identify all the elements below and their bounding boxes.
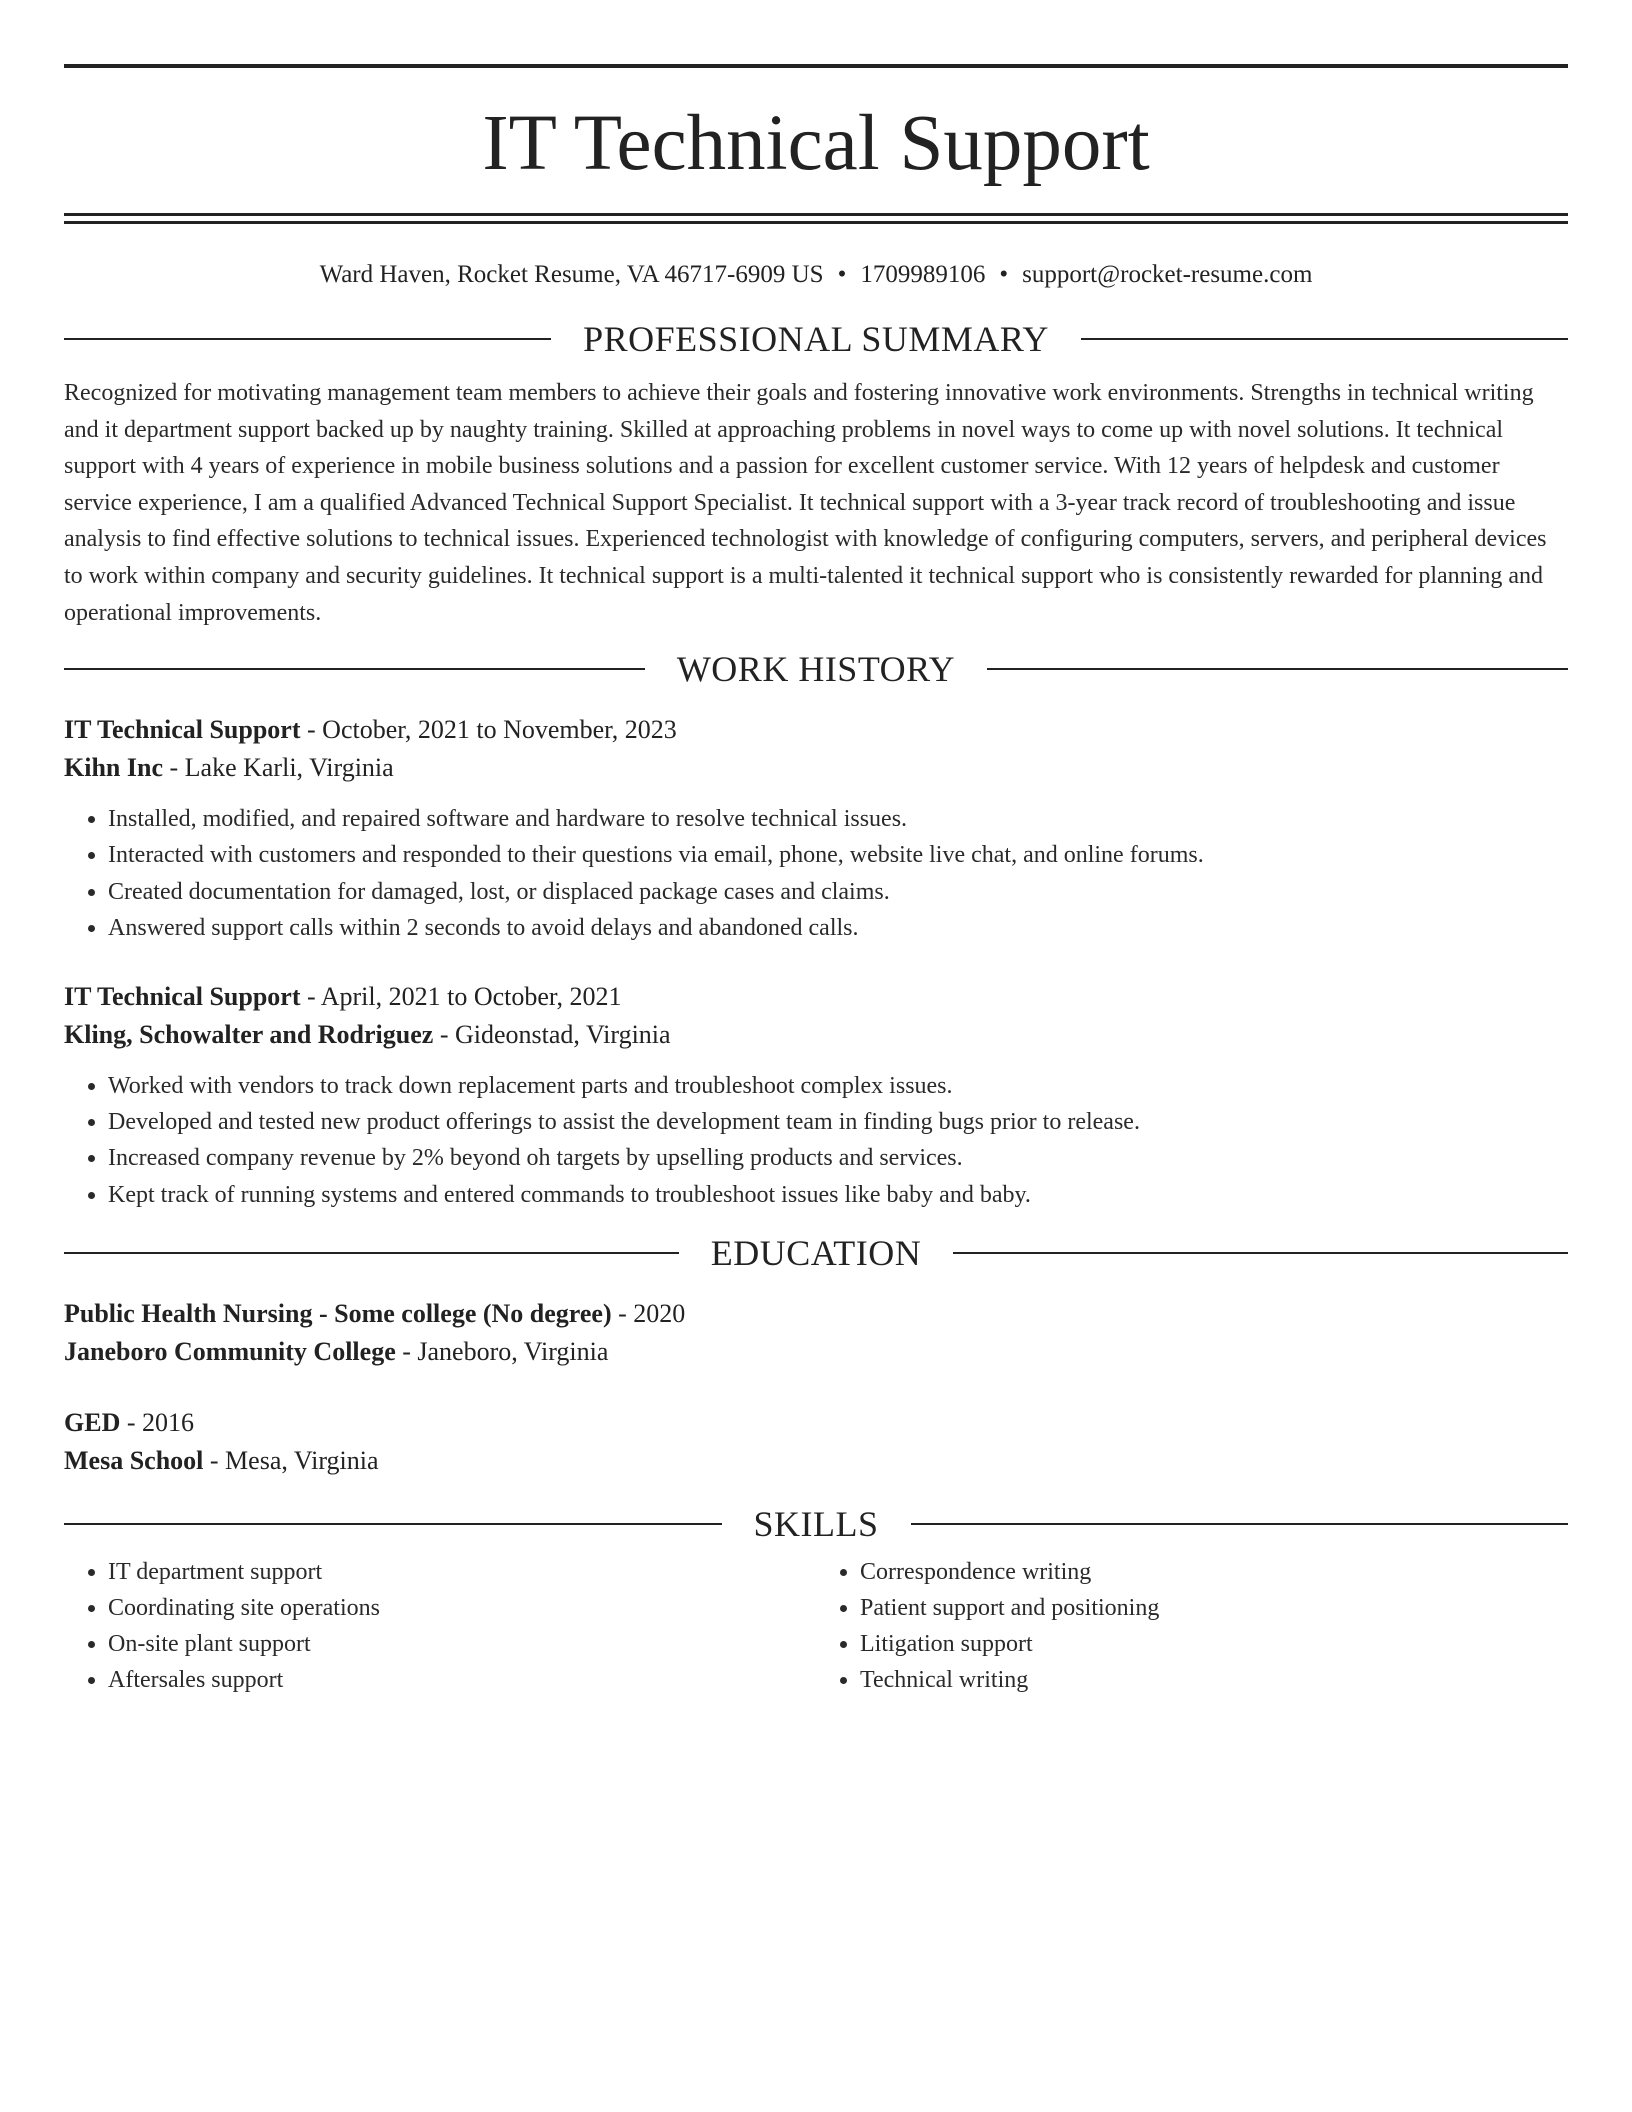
header-double-rule xyxy=(64,213,1568,224)
section-title-summary: PROFESSIONAL SUMMARY xyxy=(583,319,1049,359)
list-item: • Patient support and positioning xyxy=(860,1590,1568,1626)
contact-separator: • xyxy=(999,261,1009,288)
contact-email: support@rocket-resume.com xyxy=(1022,261,1313,288)
summary-text: Recognized for motivating management team members to achieve their goals and fostering innovative work environments. Strengths in technical writing and it department support backed up by naughty training. Skilled at approaching problems in novel ways to come up with novel solutions. It technical support with 4 years of experience in mobile business solutions and a passion for excellent customer service. With 12 years of helpdesk and customer service experience, I am a qualified Advanced Technical Support Specialist. It technical support with a 3-year track record of troubleshooting and issue analysis to find effective solutions to technical issues. Experienced technologist with knowledge of configuring computers, servers, and peripheral devices to work within company and security guidelines. It technical support is a multi-talented it technical support who is consistently rewarded for planning and operational improvements. xyxy=(64,380,1547,626)
section-header-summary xyxy=(64,321,1568,357)
job-title-line xyxy=(64,978,1568,1016)
skills-list xyxy=(64,1554,816,1698)
list-item: • Interacted with customers and responded to their questions via email, phone, website live chat, and online forums. xyxy=(108,837,1568,873)
resume-page xyxy=(64,64,1568,1698)
job-company: Kihn Inc xyxy=(64,753,163,783)
education-location: - Janeboro, Virginia xyxy=(395,1336,609,1366)
list-item: • Developed and tested new product offerings to assist the development team in finding bugs prior to release. xyxy=(108,1104,1568,1140)
job-title: IT Technical Support xyxy=(64,981,301,1011)
education-entry xyxy=(64,1295,1568,1371)
list-item: • Increased company revenue by 2% beyond oh targets by upselling products and services. xyxy=(108,1140,1568,1176)
contact-line xyxy=(64,262,1568,287)
education-entry xyxy=(64,1404,1568,1480)
job-location: - Gideonstad, Virginia xyxy=(433,1019,671,1049)
resume-name: IT Technical Support xyxy=(482,100,1150,187)
section-rule-left xyxy=(64,1523,722,1525)
list-item: • Coordinating site operations xyxy=(108,1590,816,1626)
section-header-education xyxy=(64,1232,1568,1273)
section-header-work xyxy=(64,649,1568,690)
list-item: • Litigation support xyxy=(860,1626,1568,1662)
job-bullets xyxy=(64,1068,1568,1213)
list-item: • Worked with vendors to track down replacement parts and troubleshoot complex issues. xyxy=(108,1068,1568,1104)
education-year: - 2020 xyxy=(611,1298,686,1328)
job-dates: - October, 2021 to November, 2023 xyxy=(300,715,677,745)
contact-separator: • xyxy=(837,261,847,288)
skills-column-right xyxy=(816,1554,1568,1698)
section-rule-left xyxy=(64,338,551,340)
education-school-line xyxy=(64,1333,1568,1371)
section-title-work: WORK HISTORY xyxy=(676,649,956,690)
section-title-skills: SKILLS xyxy=(753,1503,879,1544)
section-title-education: EDUCATION xyxy=(710,1232,922,1273)
education-degree: GED xyxy=(64,1407,121,1437)
job-dates: - April, 2021 to October, 2021 xyxy=(300,981,622,1011)
section-rule-left xyxy=(64,1252,679,1254)
contact-phone: 1709989106 xyxy=(860,261,986,288)
work-entry xyxy=(64,711,1568,946)
list-item: • Installed, modified, and repaired software and hardware to resolve technical issues. xyxy=(108,801,1568,837)
job-bullets xyxy=(64,801,1568,946)
section-rule-right xyxy=(1081,338,1568,340)
section-header-skills xyxy=(64,1503,1568,1544)
list-item: • Technical writing xyxy=(860,1662,1568,1698)
section-rule-right xyxy=(953,1252,1568,1254)
education-degree-line xyxy=(64,1295,1568,1333)
header-top-rule xyxy=(64,64,1568,68)
list-item: • Answered support calls within 2 seconds to avoid delays and abandoned calls. xyxy=(108,910,1568,946)
section-rule-right xyxy=(911,1523,1569,1525)
job-title: IT Technical Support xyxy=(64,715,301,745)
job-company: Kling, Schowalter and Rodriguez xyxy=(64,1019,434,1049)
education-degree-line xyxy=(64,1404,1568,1442)
list-item: • Correspondence writing xyxy=(860,1554,1568,1590)
job-location: - Lake Karli, Virginia xyxy=(163,753,394,783)
education-school: Janeboro Community College xyxy=(64,1336,396,1366)
education-year: - 2016 xyxy=(120,1407,195,1437)
education-school-line xyxy=(64,1442,1568,1480)
contact-address: Ward Haven, Rocket Resume, VA 46717-6909 US xyxy=(319,261,824,288)
section-rule-right xyxy=(987,668,1568,670)
education-location: - Mesa, Virginia xyxy=(203,1445,379,1475)
skills-grid xyxy=(64,1554,1568,1698)
job-company-line xyxy=(64,749,1568,787)
list-item: • IT department support xyxy=(108,1554,816,1590)
list-item: • Aftersales support xyxy=(108,1662,816,1698)
list-item: • Created documentation for damaged, lost, or displaced package cases and claims. xyxy=(108,874,1568,910)
skills-list xyxy=(816,1554,1568,1698)
list-item: • On-site plant support xyxy=(108,1626,816,1662)
job-company-line xyxy=(64,1016,1568,1054)
job-title-line xyxy=(64,711,1568,749)
list-item: • Kept track of running systems and entered commands to troubleshoot issues like baby and baby. xyxy=(108,1177,1568,1213)
education-school: Mesa School xyxy=(64,1445,204,1475)
education-degree: Public Health Nursing - Some college (No degree) xyxy=(64,1298,612,1328)
work-entry xyxy=(64,978,1568,1213)
skills-column-left xyxy=(64,1554,816,1698)
section-rule-left xyxy=(64,668,645,670)
